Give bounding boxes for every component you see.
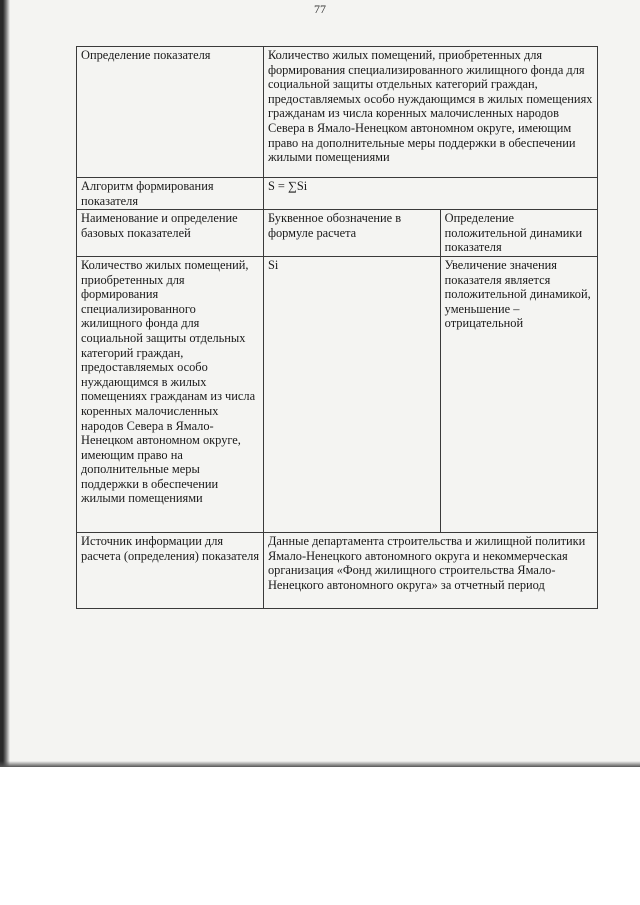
base-header-dynamics: Определение положительной динамики показателя <box>440 210 597 257</box>
algorithm-formula: S = ∑Si <box>263 178 597 210</box>
table-row-definition <box>77 47 598 178</box>
base-indicator-dynamics: Увеличение значения показателя является положительной динамикой, уменьшение – отрицательной <box>440 256 597 532</box>
base-header-symbol: Буквенное обозначение в формуле расчета <box>263 210 440 257</box>
table-row-source <box>77 532 598 608</box>
definition-label: Определение показателя <box>77 47 264 178</box>
table-row-base-header <box>77 210 598 257</box>
page-number: 77 <box>314 2 326 16</box>
indicator-table <box>76 46 598 609</box>
source-label: Источник информации для расчета (определения) показателя <box>77 532 264 608</box>
source-value: Данные департамента строительства и жилищной политики Ямало-Ненецкого автономного округа и некоммерческая организация «Фонд жилищного строительства Ямало-Ненецкого автономного округа» за отчетный период <box>263 532 597 608</box>
definition-value: Количество жилых помещений, приобретенных для формирования специализированного жилищного фонда для социальной защиты отдельных категорий граждан, предоставляемых особо нуждающимся в жилых помещениях гражданам из числа коренных малочисленных народов Севера в Ямало-Ненецком автономном округе, имеющим право на дополнительные меры поддержки в обеспечении жилыми помещениями <box>263 47 597 178</box>
base-indicator-name: Количество жилых помещений, приобретенных для формирования специализированного жилищного фонда для социальной защиты отдельных категорий граждан, предоставляемых особо нуждающимся в жилых помещениях гражданам из числа коренных малочисленных народов Севера в Ямало-Ненецком автономном округе, имеющим право на дополнительные меры поддержки в обеспечении жилыми помещениями <box>77 256 264 532</box>
table-row-algorithm <box>77 178 598 210</box>
base-header-name: Наименование и определение базовых показателей <box>77 210 264 257</box>
base-indicator-symbol: Si <box>263 256 440 532</box>
algorithm-label: Алгоритм формирования показателя <box>77 178 264 210</box>
table-row-base-indicator <box>77 256 598 532</box>
